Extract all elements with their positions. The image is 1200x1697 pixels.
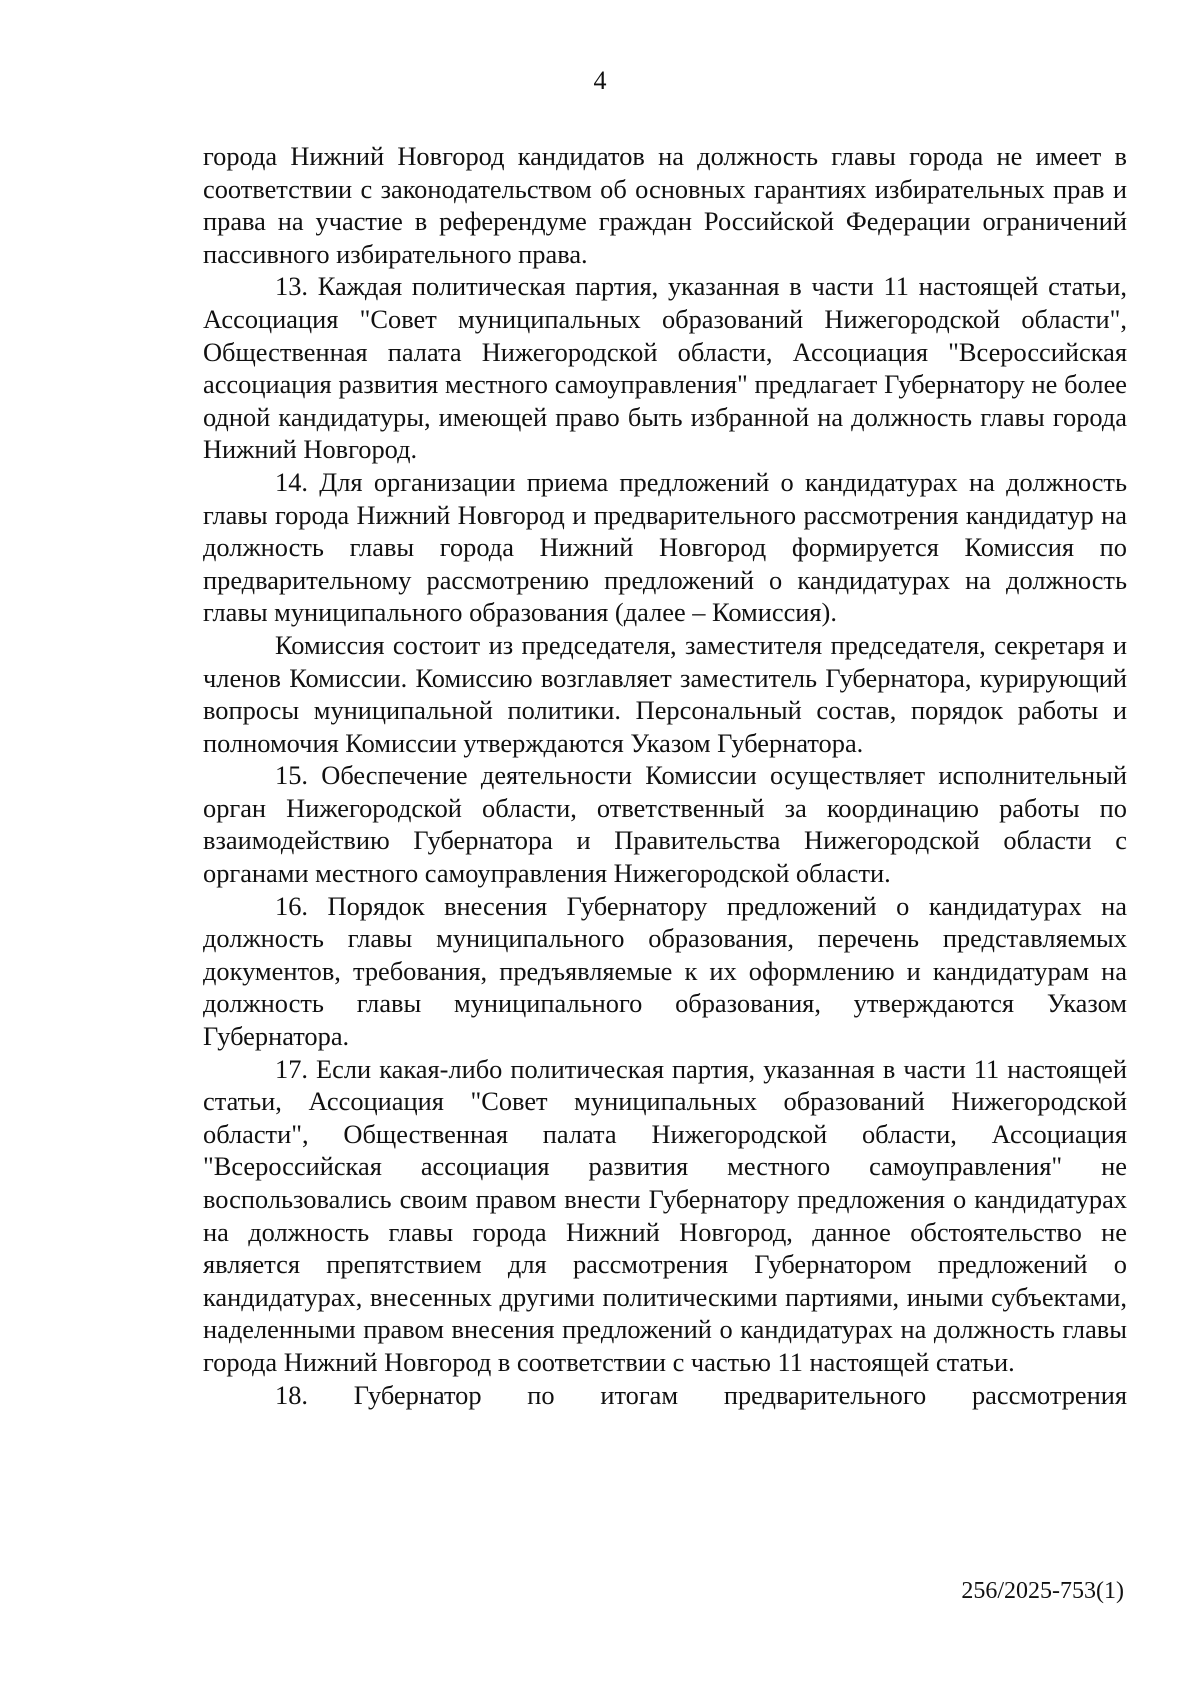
document-registration-number: 256/2025-753(1) xyxy=(961,1578,1124,1604)
paragraph-14: 14. Для организации приема предложений о кандидатурах на должность главы города Нижний Новгород и предварительного рассмотрения кандидатур на должность главы города Нижний Новгород формируется Комиссия по предварительному рассмотрению предложений о кандидатурах на должность главы муниципального образования (далее – Комиссия). xyxy=(203,466,1127,628)
paragraph-17: 17. Если какая-либо политическая партия, указанная в части 11 настоящей статьи, Ассоциация "Совет муниципальных образований Нижегородской области", Общественная палата Нижегородской области, Ассоциация "Всероссийская ассоциация развития местного самоуправления" не воспользовались своим правом внести Губернатору предложения о кандидатурах на должность главы города Нижний Новгород, данное обстоятельство не является препятствием для рассмотрения Губернатором предложений о кандидатурах, внесенных другими политическими партиями, иными субъектами, наделенными правом внесения предложений о кандидатурах на должность главы города Нижний Новгород в соответствии с частью 11 настоящей статьи. xyxy=(203,1053,1127,1377)
paragraph-commission: Комиссия состоит из председателя, заместителя председателя, секретаря и членов Комиссии. Комиссию возглавляет заместитель Губернатора, курирующий вопросы муниципальной политики. Персональный состав, порядок работы и полномочия Комиссии утверждаются Указом Губернатора. xyxy=(203,629,1127,758)
page-number: 4 xyxy=(593,66,607,95)
paragraph-continuation: города Нижний Новгород кандидатов на должность главы города не имеет в соответствии с законодательством об основных гарантиях избирательных прав и права на участие в референдуме граждан Российской Федерации ограничений пассивного избирательного права. xyxy=(203,141,1127,269)
document-body xyxy=(203,140,1127,1411)
paragraph-15: 15. Обеспечение деятельности Комиссии осуществляет исполнительный орган Нижегородской области, ответственный за координацию работы по взаимодействию Губернатора и Правительства Нижегородской области с органами местного самоуправления Нижегородской области. xyxy=(203,760,1127,889)
paragraph-13: 13. Каждая политическая партия, указанная в части 11 настоящей статьи, Ассоциация "Совет муниципальных образований Нижегородской области", Общественная палата Нижегородской области, Ассоциация "Всероссийская ассоциация развития местного самоуправления" предлагает Губернатору не более одной кандидатуры, имеющей право быть избранной на должность главы города Нижний Новгород. xyxy=(203,271,1127,465)
paragraph-18: 18. Губернатор по итогам предварительного рассмотрения xyxy=(275,1379,1127,1410)
paragraph-16: 16. Порядок внесения Губернатору предложений о кандидатурах на должность главы муниципального образования, перечень представляемых документов, требования, предъявляемые к их оформлению и кандидатурам на должность главы муниципального образования, утверждаются Указом Губернатора. xyxy=(203,890,1127,1052)
